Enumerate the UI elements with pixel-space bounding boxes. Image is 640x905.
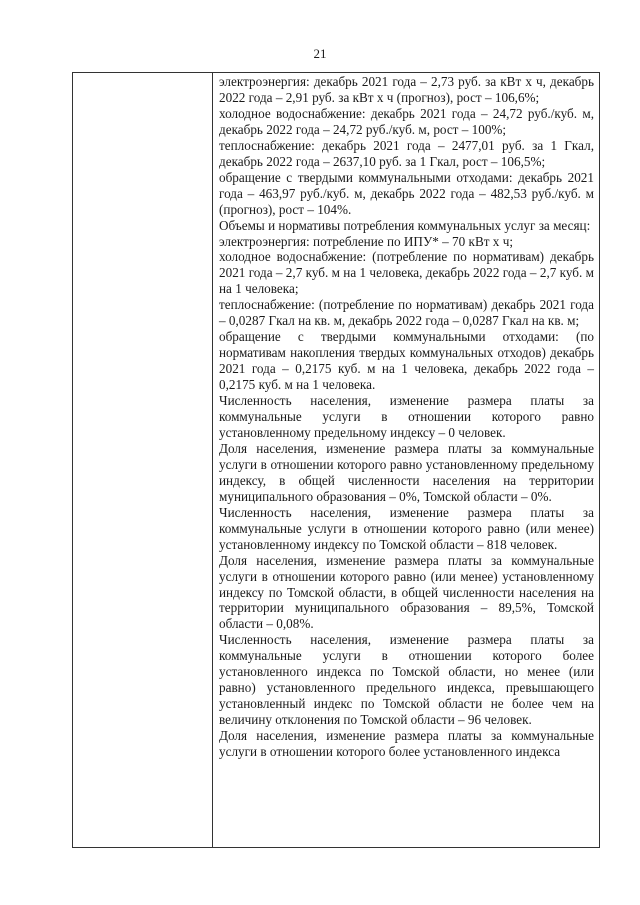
page-number: 21: [313, 46, 327, 61]
paragraph-electricity-tariff: электроэнергия: декабрь 2021 года – 2,73 руб. за кВт х ч, декабрь 2022 года – 2,91 руб. за кВт х ч (прогноз), рост – 106,6%;: [219, 74, 594, 105]
paragraph-share-above-index: Доля населения, изменение размера платы за коммунальные услуги в отношении которого более установленного индекса: [219, 728, 594, 760]
paragraph-heating-consumption: теплоснабжение: (потребление по нормативам) декабрь 2021 года – 0,0287 Гкал на кв. м, декабрь 2022 года – 0,0287 Гкал на кв. м;: [219, 297, 594, 329]
paragraph-population-regional-index: Численность населения, изменение размера платы за коммунальные услуги в отношении которого равно (или менее) установленному индексу по Томской области – 818 человек.: [219, 504, 594, 552]
paragraph-heating-tariff: теплоснабжение: декабрь 2021 года – 2477,01 руб. за 1 Гкал, декабрь 2022 года – 2637,10 руб. за 1 Гкал, рост – 106,5%;: [219, 137, 594, 169]
table-left-cell: [73, 73, 213, 847]
paragraph-waste-consumption: обращение с твердыми коммунальными отходами: (по нормативам накопления твердых коммунальных отходов) декабрь 2021 года – 0,2175 куб. м на 1 человека, декабрь 2022 года – 0,2175 куб. м на 1 человека.: [219, 329, 594, 393]
document-table: [72, 72, 600, 848]
paragraph-population-limit-index: Численность населения, изменение размера платы за коммунальные услуги в отношении которого равно установленному предельному индексу – 0 человек.: [219, 393, 594, 440]
paragraph-share-limit-index: Доля населения, изменение размера платы за коммунальные услуги в отношении которого равно установленному предельному индексу, в общей численности населения на территории муниципального образования – 0%, Томской области – 0%.: [219, 440, 594, 504]
paragraph-cold-water-consumption: холодное водоснабжение: (потребление по нормативам) декабрь 2021 года – 2,7 куб. м на 1 человека, декабрь 2022 года – 2,7 куб. м на 1 человека;: [219, 249, 594, 297]
table-right-cell: [213, 73, 599, 847]
paragraph-electricity-consumption: электроэнергия: потребление по ИПУ* – 70 кВт х ч;: [219, 233, 513, 249]
paragraph-population-above-index: Численность населения, изменение размера платы за коммунальные услуги в отношении которого более установленного индекса по Томской области, но менее (или равно) установленного предельного индекса, превышающего установленный индекс по Томской области не более чем на величину отклонения по Томской области – 96 человек.: [219, 632, 594, 728]
paragraph-share-regional-index: Доля населения, изменение размера платы за коммунальные услуги в отношении которого равно (или менее) установленному индексу по Томской области, в общей численности населения на территории муниципального образования – 89,5%, Томской области – 0,08%.: [219, 552, 594, 632]
paragraph-cold-water-tariff: холодное водоснабжение: декабрь 2021 года – 24,72 руб./куб. м, декабрь 2022 года – 24,72 руб./куб. м, рост – 100%;: [219, 105, 594, 137]
paragraph-consumption-heading: Объемы и нормативы потребления коммунальных услуг за месяц:: [219, 217, 591, 233]
paragraph-waste-tariff: обращение с твердыми коммунальными отходами: декабрь 2021 года – 463,97 руб./куб. м, декабрь 2022 года – 482,53 руб./куб. м (прогноз), рост – 104%.: [219, 169, 594, 217]
